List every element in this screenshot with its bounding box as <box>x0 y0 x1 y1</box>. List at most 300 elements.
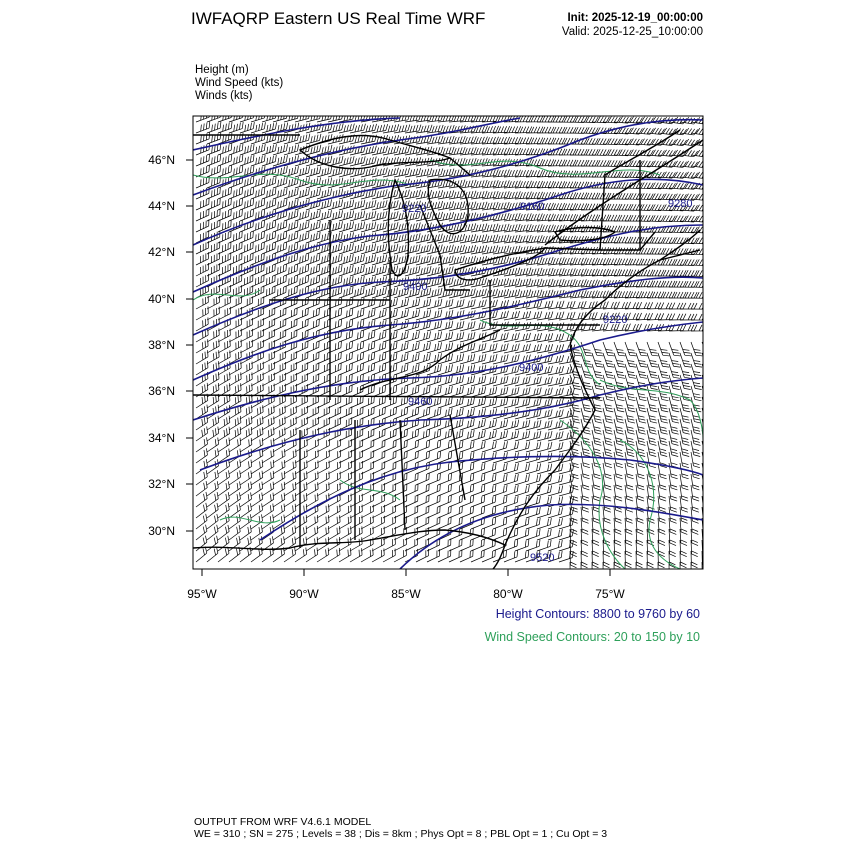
wind-barb <box>216 143 234 155</box>
wind-barb <box>557 540 575 551</box>
wind-barb <box>404 233 422 243</box>
wind-barb <box>702 149 720 157</box>
wind-barb <box>535 518 553 529</box>
wind-barb <box>448 321 466 331</box>
wind-barb <box>636 429 645 447</box>
wind-barb <box>669 362 680 380</box>
wind-barb <box>282 221 300 232</box>
wind-barb <box>359 331 377 342</box>
wind-barb <box>535 475 553 485</box>
wind-barb <box>647 362 658 380</box>
wind-barb <box>524 518 542 529</box>
wind-barb <box>403 451 421 463</box>
wind-barb <box>691 351 702 369</box>
wind-barb <box>227 187 245 199</box>
wind-barb <box>204 339 222 353</box>
wind-barb <box>316 112 334 122</box>
wind-barb <box>271 308 289 320</box>
wind-barb <box>647 429 656 447</box>
wind-barb <box>647 373 658 391</box>
wind-barb <box>469 506 487 518</box>
wind-barb <box>480 485 498 496</box>
wind-barb <box>294 112 312 122</box>
wind-barb <box>260 111 278 122</box>
wind-barb <box>392 353 410 364</box>
lon-label-90w: 90°W <box>289 587 319 601</box>
lat-label-38n: 38°N <box>148 338 175 352</box>
wind-barb <box>270 449 288 463</box>
lat-label-44n: 44°N <box>148 199 175 213</box>
wind-barb <box>337 352 355 364</box>
wind-barb <box>192 481 209 496</box>
wind-barb <box>524 507 542 518</box>
wind-barb <box>359 222 377 232</box>
wind-barb <box>469 463 487 474</box>
contour-label: 9220 <box>402 203 427 215</box>
wind-barb <box>248 416 266 430</box>
wind-barb <box>669 351 680 369</box>
wind-barb <box>348 385 366 397</box>
wind-barb <box>658 384 668 402</box>
wind-barb <box>491 550 509 562</box>
wind-barb <box>404 244 422 254</box>
wind-barb <box>415 255 433 265</box>
wind-barb <box>524 442 542 452</box>
wind-barb <box>192 514 209 529</box>
wind-barb <box>557 497 575 507</box>
wind-barb <box>425 451 443 463</box>
wind-barb <box>414 310 432 320</box>
wind-barb <box>702 362 713 380</box>
wind-barb <box>337 200 355 210</box>
wind-barb <box>336 537 354 551</box>
wind-barb <box>403 440 421 452</box>
wind-barb <box>193 350 211 364</box>
wind-barb <box>260 264 278 276</box>
wind-barb <box>436 473 454 485</box>
wind-barb <box>260 242 278 254</box>
wind-barb <box>271 199 289 210</box>
wind-barb <box>315 210 333 221</box>
wind-barb <box>425 310 443 320</box>
wind-barb <box>658 407 668 425</box>
wind-barb <box>348 407 366 419</box>
wind-barb <box>535 485 553 496</box>
wind-barb <box>337 243 355 254</box>
wind-barb <box>513 485 531 496</box>
wind-barb <box>469 376 487 386</box>
wind-barb <box>469 387 487 397</box>
wind-barb <box>370 265 388 276</box>
wind-barb <box>359 309 377 320</box>
wind-barb <box>491 485 509 496</box>
wind-barb <box>260 286 278 298</box>
wind-barb <box>403 473 421 485</box>
wind-barb <box>226 361 244 375</box>
wind-barb <box>325 526 343 540</box>
wind-barb <box>425 408 443 419</box>
wind-barb <box>557 486 575 496</box>
map-area <box>192 111 720 579</box>
wind-barb <box>436 408 454 419</box>
wind-barb <box>513 539 531 551</box>
wind-barb <box>425 429 443 441</box>
wind-barb <box>513 463 531 474</box>
wind-barb <box>314 515 332 529</box>
wind-barb <box>348 374 366 386</box>
wind-barb <box>691 429 700 447</box>
wind-barb <box>194 165 212 177</box>
wind-barb <box>481 343 499 353</box>
wind-barb <box>293 319 311 331</box>
wind-barb <box>702 373 713 391</box>
wind-barb <box>281 460 299 474</box>
wind-barb <box>303 362 321 375</box>
wind-barb <box>249 111 267 122</box>
wind-barb <box>326 297 344 309</box>
wind-barb <box>581 373 592 391</box>
wind-barb <box>314 482 332 496</box>
wind-barb <box>404 114 422 122</box>
wind-barb <box>326 210 344 221</box>
wind-barb <box>636 351 647 369</box>
wind-barb <box>281 449 299 463</box>
wind-barb <box>359 211 377 221</box>
wind-barb <box>480 441 498 452</box>
wind-barb <box>336 526 354 540</box>
wind-barb <box>425 516 443 529</box>
wind-barb <box>458 386 476 397</box>
wind-barb <box>636 373 647 391</box>
wind-barb <box>337 221 355 232</box>
wind-barb <box>680 373 691 391</box>
wind-barb <box>249 275 267 287</box>
wind-barb <box>192 492 209 507</box>
wind-barb <box>192 547 209 562</box>
wind-barb <box>326 363 344 375</box>
wind-barb <box>702 248 719 255</box>
wind-barb <box>348 287 366 298</box>
wind-barb <box>249 177 267 188</box>
wind-barb <box>502 463 520 474</box>
wind-barb <box>680 127 698 135</box>
wind-barb <box>702 182 720 190</box>
wind-barb <box>238 187 256 199</box>
wind-barb <box>359 428 377 441</box>
wind-barb <box>192 503 209 518</box>
wind-barb <box>547 431 565 441</box>
wind-barb <box>492 376 510 386</box>
wind-barb <box>592 351 603 369</box>
wind-barb <box>392 331 410 342</box>
wind-barb <box>636 418 646 436</box>
wind-barb <box>304 188 322 199</box>
wind-barb <box>260 144 278 155</box>
wind-barb <box>237 405 255 419</box>
wind-barb <box>502 485 520 496</box>
wind-barb <box>359 341 377 353</box>
wind-barb <box>502 528 520 540</box>
wind-barb <box>403 407 421 419</box>
wind-barb <box>669 373 680 391</box>
wind-barb <box>614 429 623 447</box>
wind-barb <box>458 495 476 507</box>
wind-barb <box>536 420 554 430</box>
wind-barb <box>480 430 498 441</box>
wind-barb <box>271 112 289 122</box>
lat-label-30n: 30°N <box>148 524 175 538</box>
wind-barb <box>216 241 234 254</box>
wind-barb <box>702 325 719 331</box>
wind-barb <box>337 341 355 353</box>
wind-barb <box>447 539 465 551</box>
wind-barb <box>546 486 564 496</box>
wind-barb <box>691 395 701 413</box>
wind-barb <box>282 112 300 122</box>
wind-barb <box>691 204 708 212</box>
wind-barb <box>469 354 487 364</box>
wind-barb <box>491 517 509 529</box>
wind-barb <box>557 551 575 562</box>
wind-barb <box>603 351 614 369</box>
wind-barb <box>458 419 476 430</box>
wind-barb <box>238 209 256 221</box>
wind-barb <box>625 407 635 425</box>
wind-barb <box>448 299 466 309</box>
wind-barb <box>227 165 245 177</box>
wind-barb <box>669 407 679 425</box>
wind-barb <box>205 198 223 210</box>
wind-barb <box>691 149 709 157</box>
wind-barb <box>249 144 267 155</box>
wind-barb <box>380 549 398 562</box>
lon-label-95w: 95°W <box>187 587 217 601</box>
wind-barb <box>414 407 432 419</box>
wind-barb <box>702 237 719 244</box>
wind-barb <box>447 332 465 342</box>
wind-barb <box>513 442 531 452</box>
wind-barb <box>614 362 625 380</box>
wind-barb <box>458 375 476 386</box>
wind-barb <box>513 529 531 540</box>
wind-barb <box>702 226 719 233</box>
wind-barb <box>193 339 211 353</box>
wind-barb <box>425 353 443 364</box>
wind-barb <box>535 442 553 452</box>
wind-barb <box>326 254 344 265</box>
wind-barb <box>370 244 388 254</box>
wind-barb <box>370 429 388 441</box>
wind-barb <box>691 373 702 391</box>
wind-barb <box>480 376 498 386</box>
wind-barb <box>702 193 720 201</box>
wind-barb <box>547 442 565 452</box>
wind-barb <box>658 418 668 436</box>
wind-barb <box>614 395 624 413</box>
wind-barb <box>702 292 719 299</box>
wind-barb <box>227 155 245 166</box>
wind-barb <box>194 198 212 210</box>
wind-barb <box>414 495 432 507</box>
wind-barb <box>305 112 323 122</box>
wind-barb <box>293 297 311 309</box>
wind-barb <box>216 154 234 166</box>
wind-barb <box>436 484 454 496</box>
wind-barb <box>249 242 267 254</box>
wind-barb <box>436 364 454 375</box>
wind-barb <box>315 167 333 177</box>
lon-label-85w: 85°W <box>391 587 421 601</box>
wind-barb <box>392 407 410 419</box>
lat-label-36n: 36°N <box>148 384 175 398</box>
wind-barb <box>215 372 233 386</box>
wind-barb <box>238 253 256 265</box>
wind-barb <box>359 363 377 375</box>
map-title: IWFAQRP Eastern US Real Time WRF <box>191 9 486 28</box>
wind-barb <box>425 440 443 452</box>
wind-barb <box>680 362 691 380</box>
wind-barb <box>238 122 256 133</box>
wind-barb <box>382 222 400 232</box>
wind-barb <box>259 449 277 463</box>
wind-barb <box>260 199 278 210</box>
wind-barb <box>194 154 212 166</box>
wind-barb <box>557 507 575 518</box>
wind-barb <box>469 474 487 485</box>
wind-barb <box>436 440 454 452</box>
wind-barb <box>491 528 509 540</box>
wind-barb <box>592 384 602 402</box>
wind-barb <box>249 231 267 243</box>
variable-wind-speed: Wind Speed (kts) <box>195 77 284 89</box>
wind-barb <box>702 270 719 277</box>
wind-barb <box>436 332 454 342</box>
init-time: Init: 2025-12-19_00:00:00 <box>567 12 703 24</box>
wind-barb <box>414 473 432 485</box>
wind-barb <box>625 351 636 369</box>
wind-barb <box>459 321 477 331</box>
wind-barb <box>337 254 355 265</box>
wind-barb <box>702 259 719 266</box>
wind-barb <box>458 430 476 441</box>
wind-barb <box>271 188 289 199</box>
wind-barb <box>359 265 377 276</box>
wind-barb <box>327 113 345 122</box>
wind-barb <box>370 385 388 397</box>
wind-barb <box>524 474 542 485</box>
wind-barb <box>680 351 691 369</box>
wind-barb <box>458 550 476 562</box>
wind-barb <box>348 211 366 221</box>
wind-barb <box>216 198 234 210</box>
wind-barb <box>370 352 388 364</box>
wind-barb <box>293 264 311 276</box>
wind-barb <box>259 427 277 441</box>
contour-label: 9220 <box>603 314 628 326</box>
wind-barb <box>470 343 488 353</box>
wind-barb <box>447 354 465 364</box>
wind-barb <box>491 398 509 408</box>
wind-barb <box>360 200 378 210</box>
wind-barb <box>381 429 399 441</box>
wind-barb <box>381 451 399 463</box>
wind-barb <box>469 397 487 408</box>
wind-barb <box>669 429 678 447</box>
wind-barb <box>192 536 209 551</box>
wind-barb <box>194 132 212 144</box>
lon-label-75w: 75°W <box>595 587 625 601</box>
wind-speed-contour-legend: Wind Speed Contours: 20 to 150 by 10 <box>484 630 700 644</box>
wind-barb <box>702 303 719 309</box>
wind-barb <box>469 539 487 551</box>
wind-barb <box>491 430 509 441</box>
wind-barb <box>469 441 487 452</box>
wind-barb <box>282 308 300 320</box>
wind-barb <box>338 156 356 166</box>
wind-barb <box>392 472 410 485</box>
wind-barb <box>370 331 388 342</box>
wind-barb <box>414 451 432 463</box>
wind-barb <box>271 177 289 188</box>
wind-barb <box>469 495 487 507</box>
wind-barb <box>502 496 520 507</box>
wind-barb <box>414 342 432 353</box>
wind-barb <box>403 429 421 441</box>
wind-barb <box>382 211 400 221</box>
wind-barb <box>370 396 388 408</box>
wind-barb <box>524 463 542 474</box>
wind-barb <box>293 275 311 287</box>
wind-barb <box>293 188 311 199</box>
wind-barb <box>480 474 498 485</box>
lat-label-32n: 32°N <box>148 477 175 491</box>
wind-barb <box>304 221 322 232</box>
wind-barb <box>193 437 210 452</box>
wind-barb <box>702 127 720 136</box>
wind-barb <box>469 550 487 562</box>
wind-barb <box>238 231 256 243</box>
wind-barb <box>691 160 709 168</box>
wind-barb <box>238 155 256 166</box>
wind-barb <box>469 419 487 430</box>
wind-barb <box>437 299 455 309</box>
wind-barb <box>524 431 542 441</box>
wind-barb <box>557 518 575 529</box>
wind-barb <box>292 449 310 463</box>
wind-barb <box>325 515 343 529</box>
wind-barb <box>194 121 212 133</box>
wind-barb <box>238 144 256 155</box>
wind-barb <box>614 340 625 358</box>
wind-barb <box>680 429 689 447</box>
variable-height: Height (m) <box>195 64 249 76</box>
wind-barb <box>359 287 377 298</box>
wind-barb <box>304 319 322 331</box>
wind-barb <box>546 529 564 540</box>
model-info: OUTPUT FROM WRF V4.6.1 MODEL <box>194 816 372 828</box>
wind-barb <box>691 340 702 358</box>
wind-barb <box>447 506 465 518</box>
wind-barb <box>636 395 646 413</box>
wind-barb <box>326 319 344 331</box>
wind-barb <box>369 450 387 463</box>
wind-barb <box>205 165 223 177</box>
wind-barb <box>447 386 465 397</box>
wind-barb <box>271 242 289 254</box>
wind-barb <box>337 298 355 309</box>
wind-barb <box>403 342 421 353</box>
wind-barb <box>414 440 432 452</box>
